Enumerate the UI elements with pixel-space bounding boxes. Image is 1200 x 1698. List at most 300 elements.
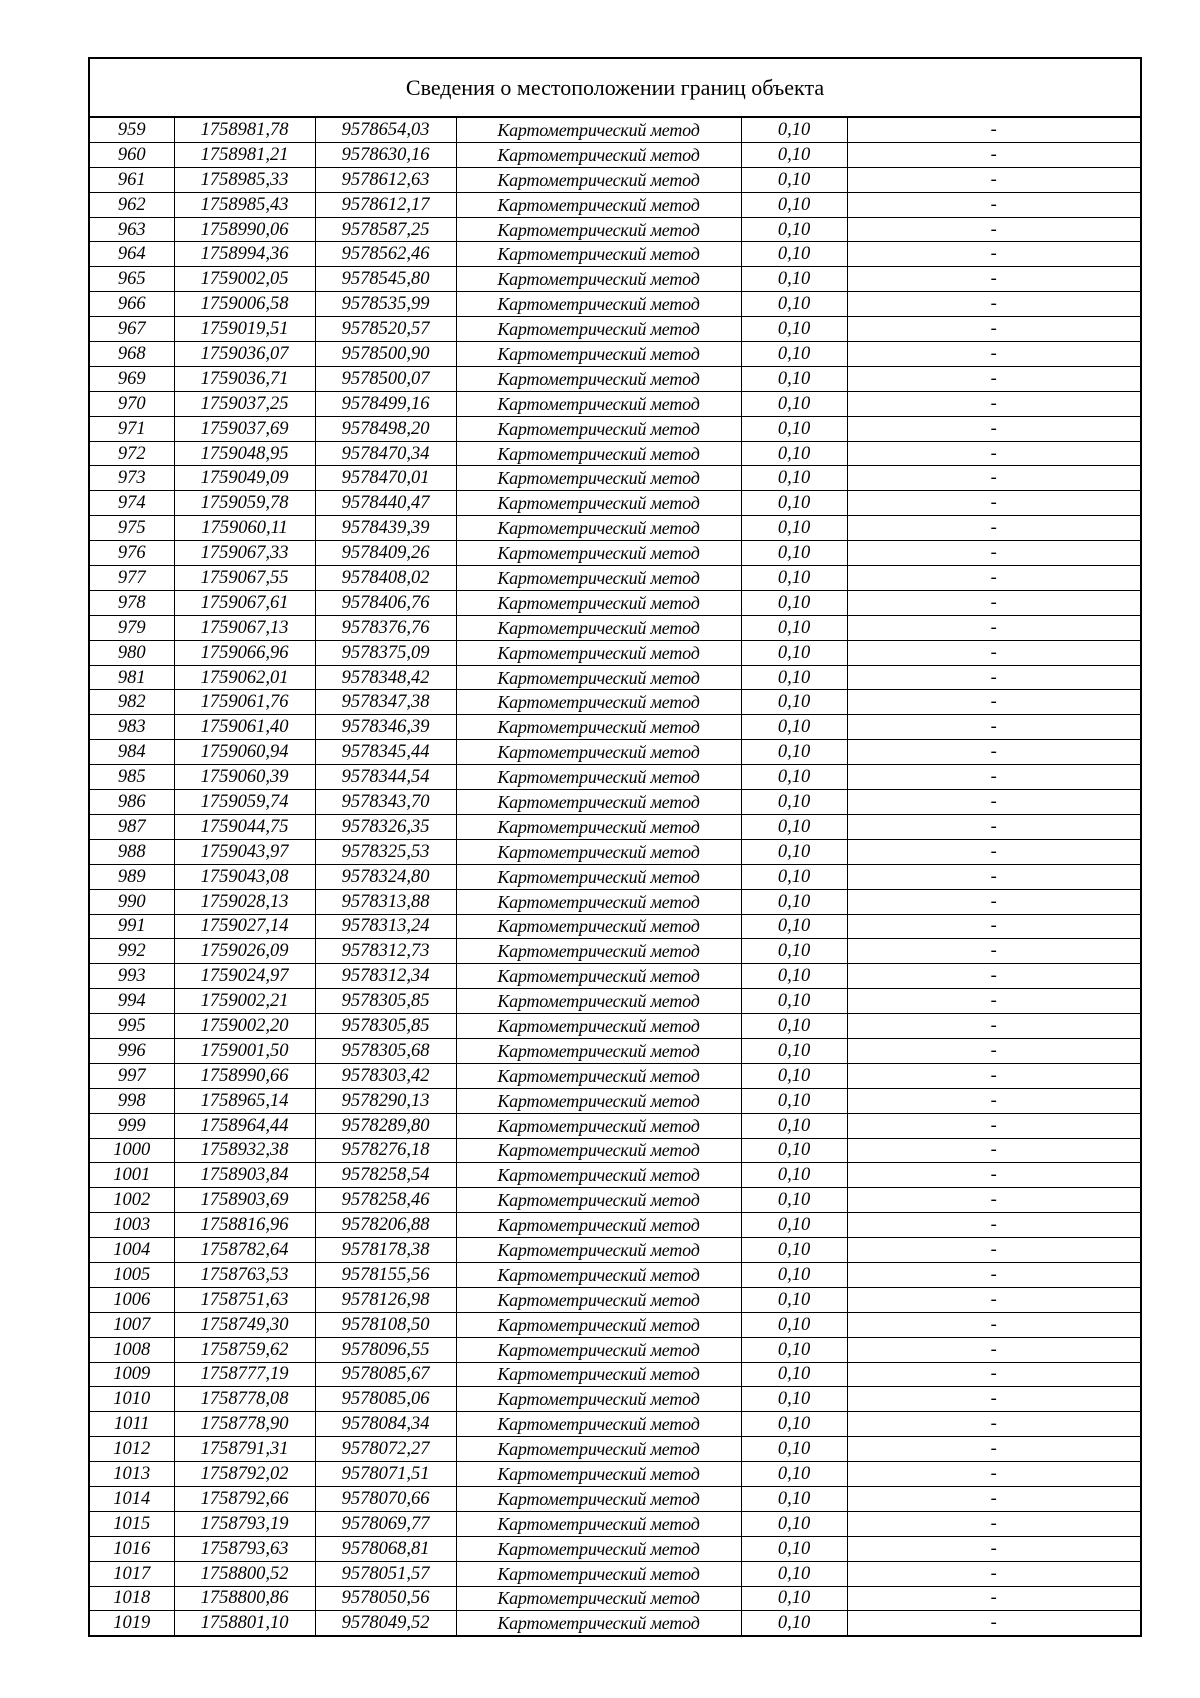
x-coordinate-cell: 1759060,94 [174,740,315,765]
note-cell: - [847,1188,1140,1213]
y-coordinate-cell: 9578347,38 [315,690,456,715]
accuracy-cell: 0,10 [741,1462,847,1487]
coordinates-table [90,118,1140,1635]
table-row [90,1014,1140,1039]
point-number-cell: 979 [90,615,174,640]
method-cell: Картометрический метод [456,1462,741,1487]
point-number-cell: 1004 [90,1238,174,1263]
point-number-cell: 999 [90,1113,174,1138]
point-number-cell: 1013 [90,1462,174,1487]
table-row [90,665,1140,690]
method-cell: Картометрический метод [456,1063,741,1088]
note-cell: - [847,167,1140,192]
x-coordinate-cell: 1759028,13 [174,889,315,914]
point-number-cell: 987 [90,814,174,839]
table-row [90,1213,1140,1238]
point-number-cell: 992 [90,939,174,964]
note-cell: - [847,441,1140,466]
method-cell: Картометрический метод [456,1387,741,1412]
table-row [90,615,1140,640]
y-coordinate-cell: 9578406,76 [315,590,456,615]
accuracy-cell: 0,10 [741,1113,847,1138]
y-coordinate-cell: 9578303,42 [315,1063,456,1088]
accuracy-cell: 0,10 [741,715,847,740]
method-cell: Картометрический метод [456,1113,741,1138]
method-cell: Картометрический метод [456,690,741,715]
method-cell: Картометрический метод [456,317,741,342]
x-coordinate-cell: 1759059,74 [174,790,315,815]
y-coordinate-cell: 9578085,67 [315,1362,456,1387]
accuracy-cell: 0,10 [741,1014,847,1039]
point-number-cell: 1010 [90,1387,174,1412]
table-row [90,839,1140,864]
point-number-cell: 1017 [90,1561,174,1586]
table-row [90,1511,1140,1536]
x-coordinate-cell: 1759061,40 [174,715,315,740]
accuracy-cell: 0,10 [741,814,847,839]
method-cell: Картометрический метод [456,541,741,566]
note-cell: - [847,142,1140,167]
x-coordinate-cell: 1759019,51 [174,317,315,342]
table-row [90,242,1140,267]
table-row [90,192,1140,217]
accuracy-cell: 0,10 [741,118,847,142]
x-coordinate-cell: 1758800,52 [174,1561,315,1586]
note-cell: - [847,192,1140,217]
y-coordinate-cell: 9578085,06 [315,1387,456,1412]
y-coordinate-cell: 9578343,70 [315,790,456,815]
method-cell: Картометрический метод [456,939,741,964]
method-cell: Картометрический метод [456,640,741,665]
table-row [90,292,1140,317]
point-number-cell: 981 [90,665,174,690]
y-coordinate-cell: 9578096,55 [315,1337,456,1362]
method-cell: Картометрический метод [456,615,741,640]
note-cell: - [847,242,1140,267]
note-cell: - [847,615,1140,640]
method-cell: Картометрический метод [456,1262,741,1287]
table-row [90,466,1140,491]
x-coordinate-cell: 1759067,61 [174,590,315,615]
point-number-cell: 1014 [90,1486,174,1511]
y-coordinate-cell: 9578408,02 [315,566,456,591]
note-cell: - [847,1412,1140,1437]
y-coordinate-cell: 9578612,17 [315,192,456,217]
accuracy-cell: 0,10 [741,690,847,715]
y-coordinate-cell: 9578439,39 [315,516,456,541]
note-cell: - [847,1014,1140,1039]
y-coordinate-cell: 9578500,90 [315,342,456,367]
table-row [90,118,1140,142]
note-cell: - [847,1362,1140,1387]
table-row [90,964,1140,989]
table-row [90,267,1140,292]
y-coordinate-cell: 9578305,68 [315,1038,456,1063]
x-coordinate-cell: 1758964,44 [174,1113,315,1138]
y-coordinate-cell: 9578325,53 [315,839,456,864]
accuracy-cell: 0,10 [741,1088,847,1113]
x-coordinate-cell: 1758759,62 [174,1337,315,1362]
table-row [90,441,1140,466]
accuracy-cell: 0,10 [741,864,847,889]
note-cell: - [847,765,1140,790]
accuracy-cell: 0,10 [741,192,847,217]
y-coordinate-cell: 9578324,80 [315,864,456,889]
method-cell: Картометрический метод [456,715,741,740]
x-coordinate-cell: 1758981,21 [174,142,315,167]
x-coordinate-cell: 1758791,31 [174,1437,315,1462]
x-coordinate-cell: 1758749,30 [174,1312,315,1337]
table-row [90,1188,1140,1213]
x-coordinate-cell: 1759043,08 [174,864,315,889]
note-cell: - [847,1437,1140,1462]
table-row [90,1412,1140,1437]
point-number-cell: 1003 [90,1213,174,1238]
method-cell: Картометрический метод [456,740,741,765]
x-coordinate-cell: 1758965,14 [174,1088,315,1113]
table-row [90,1088,1140,1113]
method-cell: Картометрический метод [456,391,741,416]
y-coordinate-cell: 9578258,54 [315,1163,456,1188]
point-number-cell: 1005 [90,1262,174,1287]
note-cell: - [847,1038,1140,1063]
note-cell: - [847,889,1140,914]
table-row [90,1262,1140,1287]
y-coordinate-cell: 9578498,20 [315,416,456,441]
table-row [90,640,1140,665]
accuracy-cell: 0,10 [741,1163,847,1188]
y-coordinate-cell: 9578126,98 [315,1287,456,1312]
note-cell: - [847,964,1140,989]
point-number-cell: 996 [90,1038,174,1063]
y-coordinate-cell: 9578470,34 [315,441,456,466]
x-coordinate-cell: 1758793,19 [174,1511,315,1536]
note-cell: - [847,541,1140,566]
y-coordinate-cell: 9578206,88 [315,1213,456,1238]
accuracy-cell: 0,10 [741,665,847,690]
table-row [90,541,1140,566]
x-coordinate-cell: 1759006,58 [174,292,315,317]
table-row [90,765,1140,790]
note-cell: - [847,1138,1140,1163]
accuracy-cell: 0,10 [741,142,847,167]
y-coordinate-cell: 9578068,81 [315,1536,456,1561]
y-coordinate-cell: 9578276,18 [315,1138,456,1163]
point-number-cell: 1009 [90,1362,174,1387]
point-number-cell: 1002 [90,1188,174,1213]
y-coordinate-cell: 9578587,25 [315,217,456,242]
note-cell: - [847,989,1140,1014]
accuracy-cell: 0,10 [741,1238,847,1263]
method-cell: Картометрический метод [456,1611,741,1635]
accuracy-cell: 0,10 [741,441,847,466]
y-coordinate-cell: 9578155,56 [315,1262,456,1287]
y-coordinate-cell: 9578049,52 [315,1611,456,1635]
point-number-cell: 994 [90,989,174,1014]
y-coordinate-cell: 9578500,07 [315,366,456,391]
x-coordinate-cell: 1759037,25 [174,391,315,416]
point-number-cell: 964 [90,242,174,267]
point-number-cell: 1000 [90,1138,174,1163]
accuracy-cell: 0,10 [741,989,847,1014]
table-row [90,516,1140,541]
x-coordinate-cell: 1758903,69 [174,1188,315,1213]
table-row [90,366,1140,391]
method-cell: Картометрический метод [456,292,741,317]
table-row [90,1387,1140,1412]
accuracy-cell: 0,10 [741,1213,847,1238]
y-coordinate-cell: 9578409,26 [315,541,456,566]
table-row [90,1437,1140,1462]
method-cell: Картометрический метод [456,1312,741,1337]
point-number-cell: 972 [90,441,174,466]
method-cell: Картометрический метод [456,914,741,939]
note-cell: - [847,466,1140,491]
point-number-cell: 963 [90,217,174,242]
method-cell: Картометрический метод [456,1561,741,1586]
x-coordinate-cell: 1759062,01 [174,665,315,690]
table-row [90,416,1140,441]
y-coordinate-cell: 9578654,03 [315,118,456,142]
note-cell: - [847,864,1140,889]
note-cell: - [847,1611,1140,1635]
x-coordinate-cell: 1759001,50 [174,1038,315,1063]
table-row [90,690,1140,715]
note-cell: - [847,590,1140,615]
method-cell: Картометрический метод [456,1412,741,1437]
accuracy-cell: 0,10 [741,491,847,516]
accuracy-cell: 0,10 [741,615,847,640]
x-coordinate-cell: 1759060,39 [174,765,315,790]
method-cell: Картометрический метод [456,491,741,516]
accuracy-cell: 0,10 [741,541,847,566]
point-number-cell: 974 [90,491,174,516]
accuracy-cell: 0,10 [741,1063,847,1088]
point-number-cell: 971 [90,416,174,441]
accuracy-cell: 0,10 [741,790,847,815]
note-cell: - [847,342,1140,367]
y-coordinate-cell: 9578178,38 [315,1238,456,1263]
note-cell: - [847,1113,1140,1138]
x-coordinate-cell: 1758792,02 [174,1462,315,1487]
accuracy-cell: 0,10 [741,1412,847,1437]
point-number-cell: 977 [90,566,174,591]
method-cell: Картометрический метод [456,665,741,690]
method-cell: Картометрический метод [456,1586,741,1611]
note-cell: - [847,491,1140,516]
table-row [90,914,1140,939]
table-row [90,889,1140,914]
method-cell: Картометрический метод [456,441,741,466]
x-coordinate-cell: 1759060,11 [174,516,315,541]
method-cell: Картометрический метод [456,1486,741,1511]
x-coordinate-cell: 1758792,66 [174,1486,315,1511]
x-coordinate-cell: 1758903,84 [174,1163,315,1188]
method-cell: Картометрический метод [456,242,741,267]
x-coordinate-cell: 1759048,95 [174,441,315,466]
method-cell: Картометрический метод [456,765,741,790]
accuracy-cell: 0,10 [741,1337,847,1362]
y-coordinate-cell: 9578630,16 [315,142,456,167]
point-number-cell: 1012 [90,1437,174,1462]
note-cell: - [847,416,1140,441]
table-row [90,1362,1140,1387]
table-row [90,217,1140,242]
x-coordinate-cell: 1759037,69 [174,416,315,441]
y-coordinate-cell: 9578312,34 [315,964,456,989]
table-row [90,1586,1140,1611]
x-coordinate-cell: 1759067,55 [174,566,315,591]
y-coordinate-cell: 9578535,99 [315,292,456,317]
x-coordinate-cell: 1758990,06 [174,217,315,242]
note-cell: - [847,640,1140,665]
x-coordinate-cell: 1759002,05 [174,267,315,292]
note-cell: - [847,1238,1140,1263]
table-row [90,590,1140,615]
accuracy-cell: 0,10 [741,964,847,989]
point-number-cell: 966 [90,292,174,317]
y-coordinate-cell: 9578612,63 [315,167,456,192]
note-cell: - [847,1511,1140,1536]
boundary-table-frame [88,57,1142,1637]
table-row [90,491,1140,516]
y-coordinate-cell: 9578305,85 [315,989,456,1014]
y-coordinate-cell: 9578312,73 [315,939,456,964]
method-cell: Картометрический метод [456,814,741,839]
table-row [90,864,1140,889]
point-number-cell: 976 [90,541,174,566]
note-cell: - [847,1536,1140,1561]
accuracy-cell: 0,10 [741,391,847,416]
table-row [90,1536,1140,1561]
method-cell: Картометрический метод [456,1138,741,1163]
note-cell: - [847,1387,1140,1412]
accuracy-cell: 0,10 [741,217,847,242]
x-coordinate-cell: 1759067,33 [174,541,315,566]
y-coordinate-cell: 9578072,27 [315,1437,456,1462]
x-coordinate-cell: 1759027,14 [174,914,315,939]
y-coordinate-cell: 9578345,44 [315,740,456,765]
y-coordinate-cell: 9578069,77 [315,1511,456,1536]
method-cell: Картометрический метод [456,1238,741,1263]
y-coordinate-cell: 9578071,51 [315,1462,456,1487]
table-row [90,1138,1140,1163]
method-cell: Картометрический метод [456,790,741,815]
table-row [90,317,1140,342]
accuracy-cell: 0,10 [741,914,847,939]
accuracy-cell: 0,10 [741,1611,847,1635]
accuracy-cell: 0,10 [741,1038,847,1063]
x-coordinate-cell: 1759059,78 [174,491,315,516]
y-coordinate-cell: 9578375,09 [315,640,456,665]
note-cell: - [847,566,1140,591]
x-coordinate-cell: 1759066,96 [174,640,315,665]
table-row [90,1113,1140,1138]
point-number-cell: 1001 [90,1163,174,1188]
method-cell: Картометрический метод [456,267,741,292]
accuracy-cell: 0,10 [741,267,847,292]
y-coordinate-cell: 9578470,01 [315,466,456,491]
point-number-cell: 982 [90,690,174,715]
note-cell: - [847,1337,1140,1362]
accuracy-cell: 0,10 [741,1262,847,1287]
accuracy-cell: 0,10 [741,317,847,342]
accuracy-cell: 0,10 [741,640,847,665]
table-row [90,1337,1140,1362]
point-number-cell: 1011 [90,1412,174,1437]
method-cell: Картометрический метод [456,1362,741,1387]
x-coordinate-cell: 1758994,36 [174,242,315,267]
accuracy-cell: 0,10 [741,1437,847,1462]
point-number-cell: 960 [90,142,174,167]
y-coordinate-cell: 9578050,56 [315,1586,456,1611]
coordinates-table-body [90,118,1140,1635]
table-row [90,1038,1140,1063]
method-cell: Картометрический метод [456,889,741,914]
note-cell: - [847,1462,1140,1487]
point-number-cell: 1015 [90,1511,174,1536]
y-coordinate-cell: 9578289,80 [315,1113,456,1138]
note-cell: - [847,1213,1140,1238]
x-coordinate-cell: 1759036,71 [174,366,315,391]
method-cell: Картометрический метод [456,839,741,864]
x-coordinate-cell: 1759024,97 [174,964,315,989]
x-coordinate-cell: 1759002,20 [174,1014,315,1039]
point-number-cell: 1006 [90,1287,174,1312]
method-cell: Картометрический метод [456,118,741,142]
accuracy-cell: 0,10 [741,242,847,267]
point-number-cell: 1019 [90,1611,174,1635]
y-coordinate-cell: 9578344,54 [315,765,456,790]
table-row [90,1238,1140,1263]
accuracy-cell: 0,10 [741,889,847,914]
y-coordinate-cell: 9578326,35 [315,814,456,839]
method-cell: Картометрический метод [456,1163,741,1188]
table-row [90,566,1140,591]
accuracy-cell: 0,10 [741,740,847,765]
x-coordinate-cell: 1758778,90 [174,1412,315,1437]
point-number-cell: 998 [90,1088,174,1113]
accuracy-cell: 0,10 [741,1511,847,1536]
point-number-cell: 970 [90,391,174,416]
point-number-cell: 988 [90,839,174,864]
method-cell: Картометрический метод [456,516,741,541]
method-cell: Картометрический метод [456,964,741,989]
note-cell: - [847,740,1140,765]
table-row [90,1312,1140,1337]
method-cell: Картометрический метод [456,864,741,889]
y-coordinate-cell: 9578258,46 [315,1188,456,1213]
point-number-cell: 965 [90,267,174,292]
note-cell: - [847,118,1140,142]
method-cell: Картометрический метод [456,1287,741,1312]
accuracy-cell: 0,10 [741,167,847,192]
x-coordinate-cell: 1758985,33 [174,167,315,192]
method-cell: Картометрический метод [456,566,741,591]
point-number-cell: 1008 [90,1337,174,1362]
table-row [90,167,1140,192]
table-row [90,939,1140,964]
table-row [90,740,1140,765]
note-cell: - [847,715,1140,740]
accuracy-cell: 0,10 [741,1561,847,1586]
note-cell: - [847,292,1140,317]
accuracy-cell: 0,10 [741,1287,847,1312]
table-row [90,1287,1140,1312]
x-coordinate-cell: 1758932,38 [174,1138,315,1163]
table-row [90,391,1140,416]
y-coordinate-cell: 9578440,47 [315,491,456,516]
